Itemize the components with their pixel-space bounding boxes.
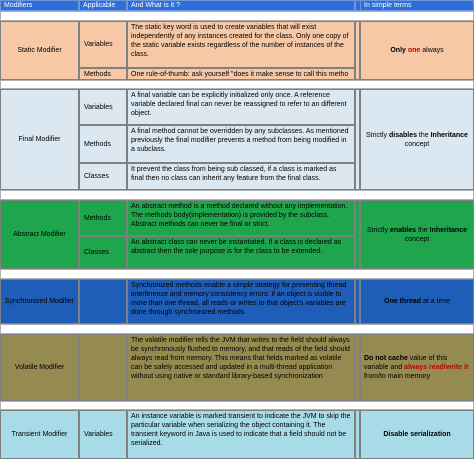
synchronized-summary-post: at a time: [421, 298, 450, 305]
row-gap: [0, 80, 474, 89]
volatile-summary-post: from/to main memory: [364, 373, 431, 380]
volatile-modifier-name: Volatile Modifier: [0, 334, 79, 401]
transient-summary-bold1: Disable serialization: [383, 431, 451, 438]
final-summary-bold1: disables: [388, 131, 417, 139]
row-gap: [0, 11, 474, 21]
static-summary: [360, 21, 474, 80]
header-modifiers: Modifiers: [0, 0, 79, 11]
final-methods-label: Methods: [79, 125, 127, 163]
volatile-summary-highlight: always read/write it: [404, 364, 469, 371]
abstract-methods-description: An abstract method is a method declared without any implementation. The methods body(implementation) is provided by the subclass. Abstract methods can never be final or strict.: [127, 200, 355, 236]
final-variables-description: A final variable can be explicitly initialized only once. A reference variable declared final can never be reassigned to refer to an different object.: [127, 89, 355, 125]
volatile-summary: [360, 334, 474, 401]
header-what-is-it: And What is it ?: [127, 0, 355, 11]
abstract-summary-pre: Strictly: [366, 226, 390, 234]
transient-modifier-name: Transient Modifier: [0, 410, 79, 459]
final-summary: [360, 89, 474, 190]
header-applicable-to: Applicable: [79, 0, 127, 11]
abstract-classes-description: An abstract class can never be instantiated. If a class is declared as abstract then the sole purpose is for the class to be extended.: [127, 236, 355, 269]
static-variables-label: Variables: [79, 21, 127, 68]
transient-summary: [360, 410, 474, 459]
transient-applicable-label: Variables: [79, 410, 127, 459]
abstract-summary-mid: the: [416, 226, 430, 234]
final-summary-bold2: Inheritance: [430, 131, 468, 139]
static-methods-label: Methods: [79, 68, 127, 80]
final-methods-description: A final method cannot be overridden by any subclasses. As mentioned previously the final modifier prevents a method from being modified in a subclass.: [127, 125, 355, 163]
volatile-applicable-label: [79, 334, 127, 401]
abstract-classes-label: Classes: [79, 236, 127, 269]
static-summary-post: always: [420, 47, 444, 54]
static-modifier-name: Static Modifier: [0, 21, 79, 80]
abstract-summary-bold1: enables: [389, 226, 417, 234]
row-gap: [0, 401, 474, 410]
transient-description: An instance variable is marked transient to indicate the JVM to skip the particular variable when serializing the object containing it. The transient keyword in Java is used to indicate that a field should not be serialized.: [127, 410, 355, 459]
synchronized-modifier-name: Synchronized Modifier: [0, 279, 79, 324]
abstract-summary-post: concept: [404, 235, 430, 243]
final-summary-pre: Strictly: [366, 131, 389, 139]
static-variables-description: The static key word is used to create variables that will exist independently of any instances created for the class. Only one copy of the static variable exists regardless of the number of instances of the class.: [127, 21, 355, 68]
static-methods-description: One rule-of-thumb: ask yourself "does it make sense to call this metho: [127, 68, 355, 80]
row-gap: [0, 190, 474, 200]
final-variables-label: Variables: [79, 89, 127, 125]
row-gap: [0, 269, 474, 279]
synchronized-description: Synchronized methods enable a simple strategy for preventing thread interference and memory consistency errors: if an object is visible to more than one thread, all reads or writes to that object's variables are done through synchronized methods: [127, 279, 355, 324]
static-summary-highlight: one: [407, 47, 421, 54]
abstract-summary-bold2: Inheritance: [429, 226, 467, 234]
synchronized-summary: [360, 279, 474, 324]
final-classes-description: It prevent the class from being sub classed, if a class is marked as final then no class can inherit any feature from the final class.: [127, 163, 355, 190]
abstract-methods-label: Methods: [79, 200, 127, 236]
final-summary-post: concept: [404, 140, 430, 148]
final-modifier-name: Final Modifier: [0, 89, 79, 190]
synchronized-summary-bold1: One thread: [384, 298, 422, 305]
static-summary-pre: Only: [390, 47, 408, 54]
volatile-description: The volatile modifier tells the JVM that writes to the field should always be synchronously flushed to memory, and that reads of the field should always read from memory. This means that fields marked as volatile can be safely accessed and updated in a multi-thread application without using native or standard library-based synchronization: [127, 334, 355, 401]
abstract-summary: [360, 200, 474, 269]
header-simple-terms: In simple terms: [360, 0, 474, 11]
final-classes-label: Classes: [79, 163, 127, 190]
synchronized-applicable-label: [79, 279, 127, 324]
volatile-summary-mid1: value of this variable and: [364, 355, 448, 371]
row-gap: [0, 324, 474, 334]
volatile-summary-bold1: Do not cache: [364, 355, 408, 362]
final-summary-mid: the: [416, 131, 431, 139]
abstract-modifier-name: Abstract Modifier: [0, 200, 79, 269]
